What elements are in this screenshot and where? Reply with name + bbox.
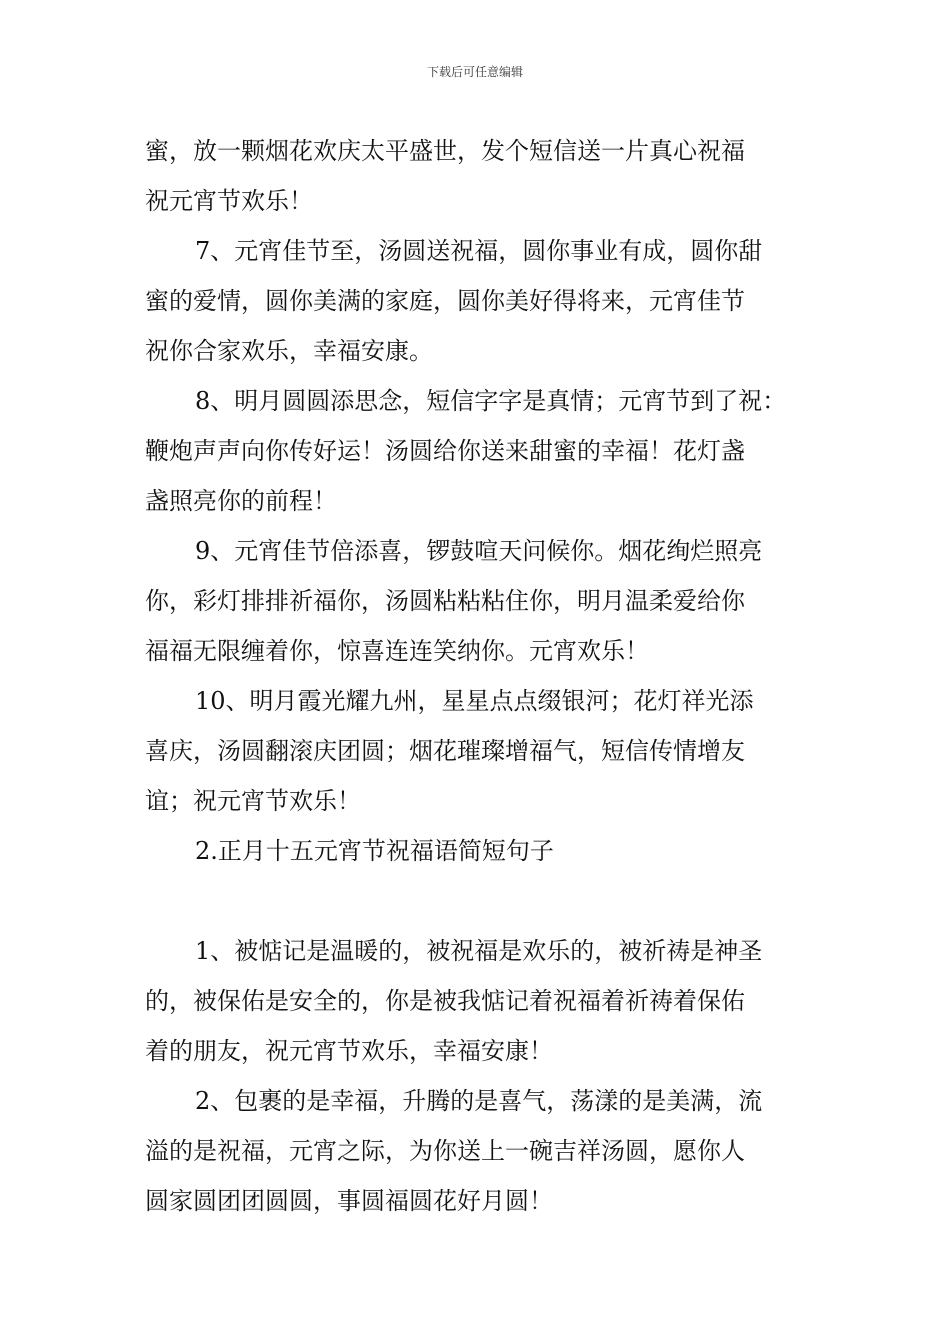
text-line: 1、被惦记是温暖的，被祝福是欢乐的，被祈祷是神圣 xyxy=(195,937,763,965)
blank-line xyxy=(145,876,810,926)
text-line: 9、元宵佳节倍添喜，锣鼓喧天问候你。烟花绚烂照亮 xyxy=(195,537,763,565)
paragraph-item-10 xyxy=(145,676,810,826)
text-line: 喜庆，汤圆翻滚庆团圆；烟花璀璨增福气，短信传情增友 xyxy=(145,737,745,765)
text-line: 蜜的爱情，圆你美满的家庭，圆你美好得将来，元宵佳节 xyxy=(145,287,745,315)
paragraph-section-item-1 xyxy=(145,926,810,1076)
text-line: 福福无限缠着你，惊喜连连笑纳你。元宵欢乐！ xyxy=(145,637,649,665)
text-line: 祝元宵节欢乐！ xyxy=(145,187,313,215)
text-line: 蜜，放一颗烟花欢庆太平盛世，发个短信送一片真心祝福 xyxy=(145,137,745,165)
paragraph-item-8 xyxy=(145,376,810,526)
text-line: 的，被保佑是安全的，你是被我惦记着祝福着祈祷着保佑 xyxy=(145,987,745,1015)
text-line: 圆家圆团团圆圆，事圆福圆花好月圆！ xyxy=(145,1187,553,1215)
text-line: 2、包裹的是幸福，升腾的是喜气，荡漾的是美满，流 xyxy=(195,1087,763,1115)
text-line: 鞭炮声声向你传好运！汤圆给你送来甜蜜的幸福！花灯盏 xyxy=(145,437,745,465)
section-heading-block xyxy=(145,826,810,876)
page-header: 下载后可任意编辑 xyxy=(426,65,523,79)
paragraph-section-item-2 xyxy=(145,1076,810,1226)
text-line: 7、元宵佳节至，汤圆送祝福，圆你事业有成，圆你甜 xyxy=(195,237,763,265)
text-line: 溢的是祝福，元宵之际，为你送上一碗吉祥汤圆，愿你人 xyxy=(145,1137,745,1165)
paragraph-item-9 xyxy=(145,526,810,676)
text-line: 祝你合家欢乐，幸福安康。 xyxy=(145,337,433,365)
text-line: 着的朋友，祝元宵节欢乐，幸福安康！ xyxy=(145,1037,553,1065)
text-line: 谊；祝元宵节欢乐！ xyxy=(145,787,361,815)
text-line: 8、明月圆圆添思念，短信字字是真情；元宵节到了祝： xyxy=(195,387,787,415)
section-heading: 2.正月十五元宵节祝福语简短句子 xyxy=(195,837,554,865)
text-line: 你，彩灯排排祈福你，汤圆粘粘粘住你，明月温柔爱给你 xyxy=(145,587,745,615)
document-body xyxy=(145,126,810,1226)
paragraph-item-7 xyxy=(145,226,810,376)
paragraph-continued xyxy=(145,126,810,226)
text-line: 10、明月霞光耀九州，星星点点缀银河；花灯祥光添 xyxy=(195,687,754,715)
text-line: 盏照亮你的前程！ xyxy=(145,487,337,515)
